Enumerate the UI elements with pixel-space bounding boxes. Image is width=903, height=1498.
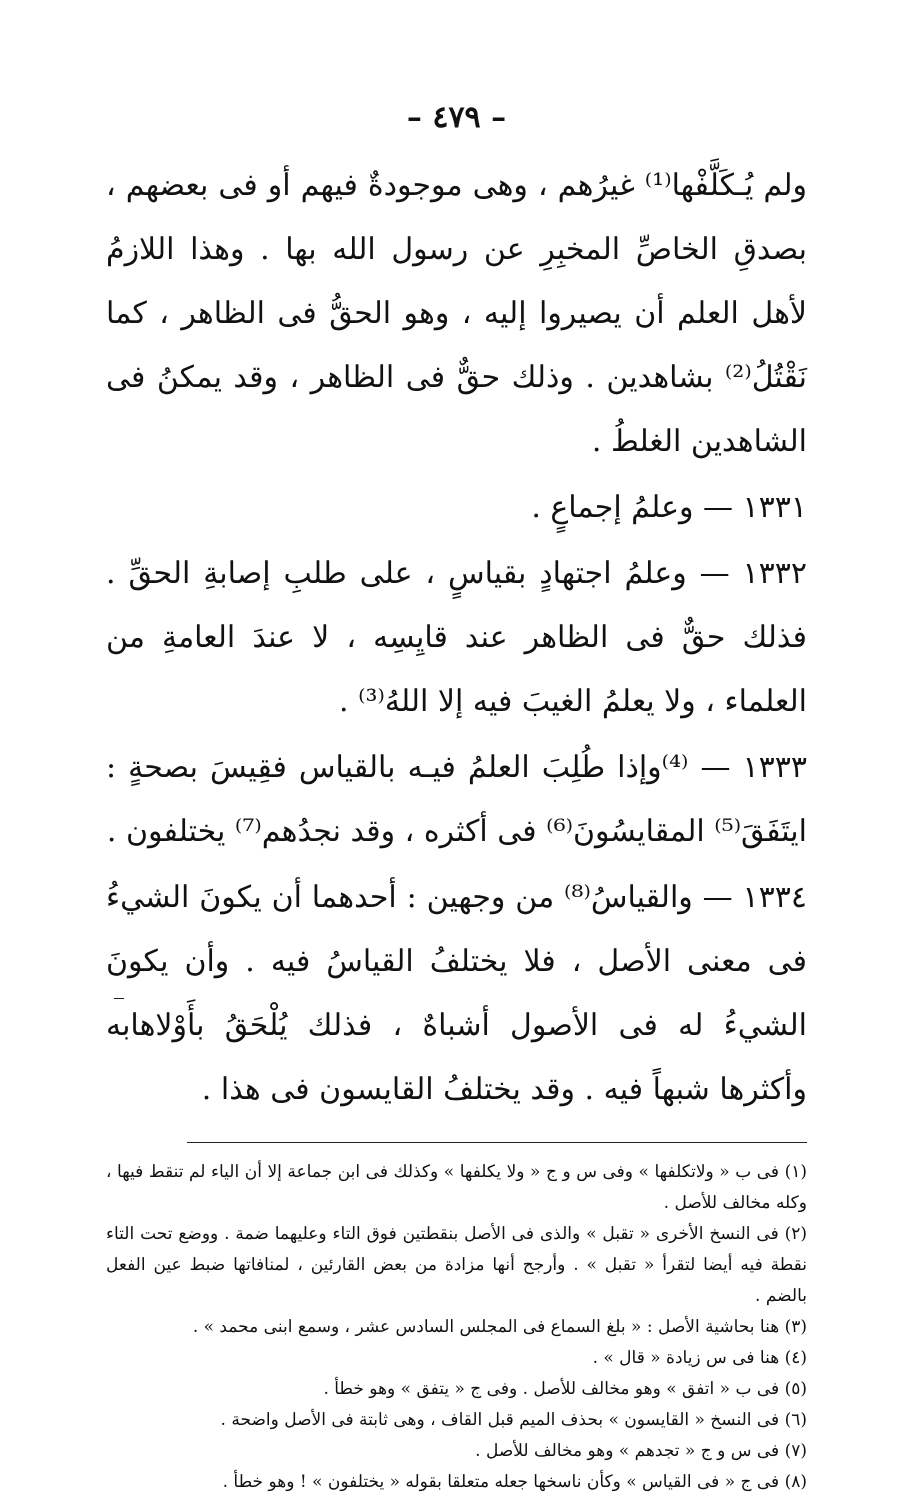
page-number: – ٤٧٩ – [406, 100, 507, 135]
paragraph-1331: ١٣٣١ — وعلمُ إجماعٍ . [531, 490, 807, 525]
paragraph-1332: ١٣٣٢ — وعلمُ اجتهادٍ بقياسٍ ، على طلبِ إصابةِ الحقِّ . فذلك حقٌّ فى الظاهر عند قايِسِه ، لا عندَ العامةِ من العلماء ، ولا يعلمُ الغيبَ فيه إلا اللهُ⁽³⁾ . [106, 556, 807, 719]
footnote-8: (٨) فى ج « فى القياس » وكأن ناسخها جعله متعلقا بقوله « يختلفون » ! وهو خطأ . [222, 1472, 807, 1492]
footnote-6: (٦) فى النسخ « القايسون » بحذف الميم قبل القاف ، وهى ثابتة فى الأصل واضحة . [220, 1410, 807, 1430]
footnote-5: (٥) فى ب « اتفق » وهو مخالف للأصل . وفى ج « يتفق » وهو خطأ . [323, 1379, 807, 1399]
paragraph-intro: ولم يُـكَلَّفْها⁽¹⁾ غيرُهم ، وهى موجودةٌ فيهم أو فى بعضهم ، بصدقِ الخاصِّ المخبِرِ عن رسول الله بها . وهذا اللازمُ لأهل العلم أن يصيروا إليه ، وهو الحقُّ فى الظاهر ، كما نَقْتُلُ⁽²⁾ بشاهدين . وذلك حقٌّ فى الظاهر ، وقد يمكنُ فى الشاهدين الغلطُ . [106, 168, 807, 459]
paragraph-1333: ١٣٣٣ — ⁽⁴⁾وإذا طُلِبَ العلمُ فيـه بالقياس فقِيسَ بصحةٍ : ايتَفَقَ⁽⁵⁾ المقايسُونَ⁽⁶⁾ فى أكثره ، وقد نجدُهم⁽⁷⁾ يختلفون . [106, 750, 807, 849]
footnote-7: (٧) فى س و ج « تجدهم » وهو مخالف للأصل . [475, 1441, 807, 1461]
footnote-divider [187, 1142, 807, 1143]
margin-dash [114, 998, 124, 999]
footnotes [106, 1157, 807, 1498]
paragraph-1334: ١٣٣٤ — والقياسُ⁽⁸⁾ من وجهين : أحدهما أن يكونَ الشيءُ فى معنى الأصل ، فلا يختلفُ القياسُ فيه . وأن يكونَ الشيءُ له فى الأصول أشباهٌ ، فذلك يُلْحَقُ بأَوْلاهابه وأكثرها شبهاً فيه . وقد يختلفُ القايسون فى هذا . [106, 880, 807, 1107]
main-text [106, 154, 807, 1122]
footnote-1: (١) فى ب « ولاتكلفها » وفى س و ج « ولا يكلفها » وكذلك فى ابن جماعة إلا أن الياء لم تنقط فيها ، وكله مخالف للأصل . [106, 1162, 807, 1213]
footnote-3: (٣) هنا بحاشية الأصل : « بلغ السماع فى المجلس السادس عشر ، وسمع ابنى محمد » . [192, 1317, 807, 1337]
footnote-4: (٤) هنا فى س زيادة « قال » . [592, 1348, 807, 1368]
footnote-2: (٢) فى النسخ الأخرى « تقبل » والذى فى الأصل بنقطتين فوق التاء وعليهما ضمة . ووضع تحت التاء نقطة فيه أيضا لتقرأ « تقبل » . وأرجح أنها مزادة من بعض القارئين ، لمنافاتها ضبط عين الفعل بالضم . [106, 1224, 807, 1306]
